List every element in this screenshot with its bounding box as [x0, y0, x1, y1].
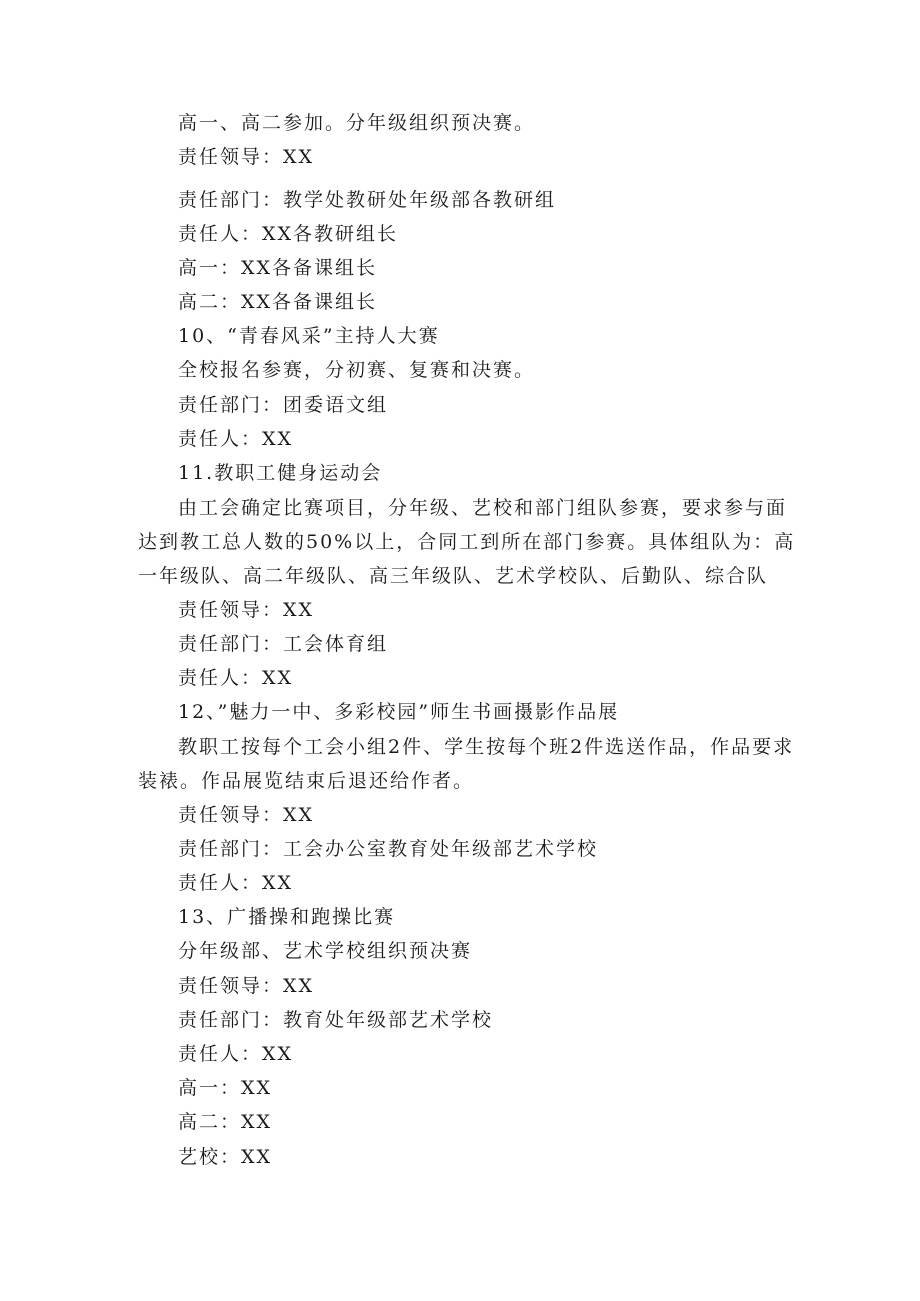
- text-line: 责任部门：教学处教研处年级部各教研组: [178, 189, 557, 211]
- text-line: 责任人：XX: [178, 872, 294, 894]
- section-heading: 12、”魅力一中、多彩校园”师生书画摄影作品展: [178, 701, 620, 723]
- text-line: 全校报名参赛，分初赛、复赛和决赛。: [178, 359, 536, 381]
- section-heading: 11.教职工健身运动会: [178, 462, 383, 484]
- text-line: 责任部门：工会体育组: [178, 633, 389, 655]
- section-heading: 13、广播操和跑操比赛: [178, 906, 396, 928]
- text-line: 责任人：XX: [178, 667, 294, 689]
- text-line: 高一：XX各备课组长: [178, 257, 378, 279]
- text-line: 责任领导：XX: [178, 804, 315, 826]
- text-line: 责任部门：团委语文组: [178, 394, 389, 416]
- text-line: 高二：XX: [178, 1111, 273, 1133]
- paragraph: 教职工按每个工会小组2件、学生按每个班2件选送作品，作品要求装裱。作品展览结束后退还给作者。: [138, 736, 795, 793]
- text-line: 高一：XX: [178, 1077, 273, 1099]
- text-line: 分年级部、艺术学校组织预决赛: [178, 940, 473, 962]
- paragraph: 由工会确定比赛项目，分年级、艺校和部门组队参赛，要求参与面达到教工总人数的50%以上，合同工到所在部门参赛。具体组队为：高一年级队、高二年级队、高三年级队、艺术学校队、后勤队、综合队: [138, 497, 796, 588]
- text-line: 责任领导：XX: [178, 975, 315, 997]
- text-line: 责任领导：XX: [178, 599, 315, 621]
- text-line: 责任领导：XX: [178, 146, 315, 168]
- text-line: 高一、高二参加。分年级组织预决赛。: [178, 112, 536, 134]
- text-line: 责任人：XX各教研组长: [178, 223, 399, 245]
- text-line: 艺校：XX: [178, 1146, 273, 1168]
- text-line: 高二：XX各备课组长: [178, 291, 378, 313]
- text-line: 责任部门：教育处年级部艺术学校: [178, 1009, 494, 1031]
- text-line: 责任人：XX: [178, 428, 294, 450]
- text-line: 责任部门：工会办公室教育处年级部艺术学校: [178, 838, 599, 860]
- text-line: 责任人：XX: [178, 1043, 294, 1065]
- section-heading: 10、“青春风采”主持人大赛: [178, 325, 440, 347]
